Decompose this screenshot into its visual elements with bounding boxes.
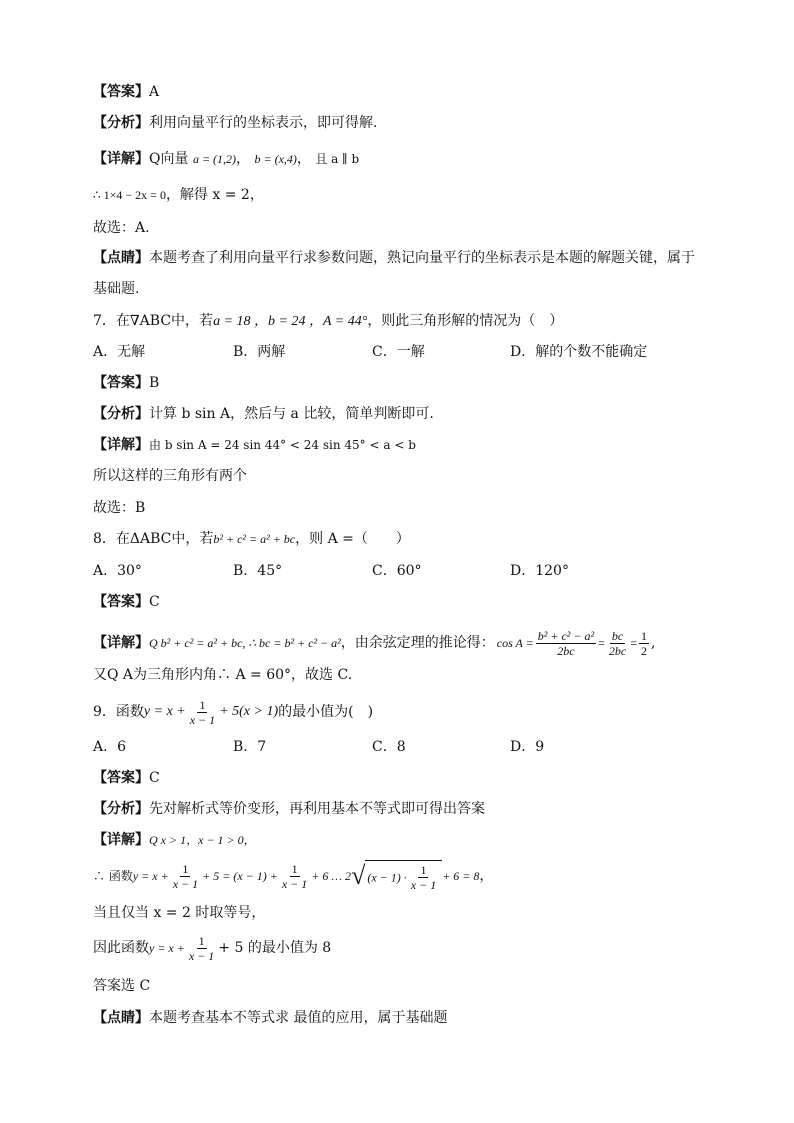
stem-prefix: 8．在ΔABC中，若 (93, 531, 214, 547)
q9-option-d: D．9 (510, 739, 545, 755)
vector-a: a = (1,2) (192, 152, 237, 166)
q6-choice-line (93, 218, 150, 238)
detail-text-2: 又Q A为三角形内角∴ A = 60°，故选 C. (93, 667, 353, 683)
fraction-half: $\frac{1}{2}$ (641, 628, 647, 658)
fraction-cosine-law: $\frac{\text{b² + c² − a²}}{2bc}$ (537, 628, 595, 658)
comment-text: 本题考查了利用向量平行求参数问题，熟记向量平行的坐标表示是本题的解题关键，属于 (149, 250, 695, 266)
cos-lhs: cos A = (496, 636, 534, 650)
analysis-tag: 【分析】 (93, 801, 149, 817)
solve-text: ，解得 x = 2， (165, 187, 264, 203)
ineq-mid: + 5 = (x − 1) + (202, 869, 278, 883)
hence-prefix: 因此函数 (93, 940, 149, 956)
comment-tag: 【点睛】 (93, 250, 149, 266)
q8-option-d: D．120° (510, 563, 569, 579)
analysis-text: 先对解析式等价变形，再利用基本不等式即可得出答案 (149, 801, 485, 817)
stem-math: b² + c² = a² + bc (213, 532, 296, 546)
q9-stem (93, 694, 373, 730)
hence-fraction: $\frac{1}{x - 1}$ (188, 933, 215, 963)
answer-tag: 【答案】 (93, 84, 149, 100)
comment-text: 本题考查基本不等式求 最值的应用，属于基础题 (149, 1010, 448, 1026)
answer-value: C (149, 770, 160, 786)
q8-stem (93, 529, 410, 549)
comment-text-2: 基础题. (93, 281, 140, 297)
q7-option-a: A．无解 (93, 344, 146, 360)
q7-detail-line (93, 435, 416, 455)
q6-analysis-line (93, 113, 377, 133)
q7-option-d: D．解的个数不能确定 (510, 344, 648, 360)
ineq-prefix: ∴ 函数 (93, 869, 133, 883)
analysis-tag: 【分析】 (93, 115, 149, 131)
q8-answer-line (93, 592, 160, 612)
q9-choice-line (93, 976, 150, 996)
q9-option-c: C．8 (372, 739, 406, 755)
comment-tag: 【点睛】 (93, 1010, 149, 1026)
q9-comment-line (93, 1008, 447, 1028)
q9-inequality-line (93, 856, 493, 896)
detail-tag: 【详解】 (93, 151, 149, 167)
answer-value: A (149, 84, 160, 100)
q9-analysis-line (93, 799, 485, 819)
detail-tag: 【详解】 (93, 832, 149, 848)
choice-text: 故选：A. (93, 220, 150, 236)
q9-answer-line (93, 768, 160, 788)
stem-tail: + 5(x > 1) (219, 704, 279, 719)
choice-text: 故选：B (93, 500, 146, 516)
q8-option-a: A．30° (93, 563, 142, 579)
ineq-fraction-2: $\frac{1}{x - 1}$ (281, 861, 308, 891)
detail-prefix: Q向量 (149, 151, 189, 167)
fraction-bc: $\frac{bc}{2bc}$ (608, 628, 627, 658)
answer-tag: 【答案】 (93, 375, 149, 391)
q8-option-b: B．45° (233, 563, 283, 579)
q8-detail-line: 【详解】 Q b² + c² = a² + bc, ∴ bc = b² + c² − a² ，由余弦定理的推论得： cos A = $\frac{\text{b² + c² − a²}}{2bc}$ = $\frac{bc}{2bc}$ = $\frac{1}{2}$ , (93, 624, 655, 662)
q7-choice-line (93, 498, 145, 518)
stem-fraction: $\frac{1}{x - 1}$ (189, 697, 216, 727)
stem-prefix: 7．在∇ABC中，若 (93, 313, 214, 329)
detail-text: Q x > 1，x − 1 > 0， (149, 833, 256, 847)
analysis-tag: 【分析】 (93, 406, 149, 422)
sqrt-body: (x − 1) · $\frac{1}{x - 1}$ (365, 860, 442, 892)
detail-tag: 【详解】 (93, 437, 149, 453)
q6-comment-line-2 (93, 279, 139, 299)
detail-equation: Q b² + c² = a² + bc, ∴ bc = b² + c² − a² (149, 636, 341, 650)
q9-detail-line (93, 830, 256, 850)
stem-y: y = x + (143, 704, 186, 719)
q8-detail-line-2 (93, 665, 352, 685)
conclusion-text: 所以这样的三角形有两个 (93, 468, 247, 484)
ineq-y: y = x + (132, 869, 169, 883)
q7-stem (93, 311, 563, 332)
stem-math: a = 18 ，b = 24 ，A = 44° (213, 314, 368, 329)
ineq-fraction-1: $\frac{1}{x - 1}$ (172, 861, 199, 891)
equality-text: 当且仅当 x = 2 时取等号， (93, 905, 266, 921)
q7-answer-line (93, 373, 159, 393)
q9-equality-line (93, 903, 265, 923)
q9-option-a: A．6 (93, 739, 127, 755)
analysis-text: 计算 b sin A，然后与 a 比较，简单判断即可. (149, 406, 434, 422)
q7-analysis-line (93, 404, 434, 424)
hence-tail: + 5 的最小值为 8 (218, 940, 332, 956)
answer-value: C (149, 594, 160, 610)
vector-b: b = (x,4) (254, 152, 297, 166)
answer-value: B (149, 375, 160, 391)
equation: ∴ 1×4 − 2x = 0 (93, 188, 166, 202)
sqrt-sign-icon: √ (351, 861, 366, 890)
parallel-condition: 且 a ∥ b (315, 152, 360, 166)
q9-hence-line (93, 930, 331, 966)
q6-detail-line: 【详解】Q向量 a = (1,2)， b = (x,4)， 且 a ∥ b (93, 151, 360, 167)
choice-text: 答案选 C (93, 978, 151, 994)
detail-text: ，由余弦定理的推论得： (340, 635, 495, 651)
stem-prefix: 9．函数 (93, 704, 144, 720)
detail-tag: 【详解】 (93, 635, 149, 651)
q9-option-b: B．7 (233, 739, 267, 755)
stem-suffix: ，则此三角形解的情况为（ ） (367, 313, 564, 329)
hence-y: y = x + (149, 941, 185, 955)
q6-answer-line (93, 82, 159, 102)
q8-option-c: C．60° (372, 563, 422, 579)
stem-suffix: ，则 A =（ ） (295, 531, 410, 547)
detail-text: 由 b sin A = 24 sin 44° < 24 sin 45° < a < b (149, 438, 416, 452)
q6-comment-line (93, 248, 695, 268)
ineq-end: + 6 = 8 (442, 869, 480, 883)
analysis-text: 利用向量平行的坐标表示，即可得解. (149, 115, 378, 131)
q7-option-b: B．两解 (233, 344, 286, 360)
ineq-ge: + 6 … 2 (311, 869, 352, 883)
q6-step-line (93, 185, 264, 205)
answer-tag: 【答案】 (93, 770, 149, 786)
ineq-comma: ， (479, 868, 494, 884)
stem-suffix: 的最小值为( ) (278, 704, 374, 720)
q7-option-c: C．一解 (372, 344, 425, 360)
answer-tag: 【答案】 (93, 594, 149, 610)
q7-conclusion-line (93, 466, 247, 486)
